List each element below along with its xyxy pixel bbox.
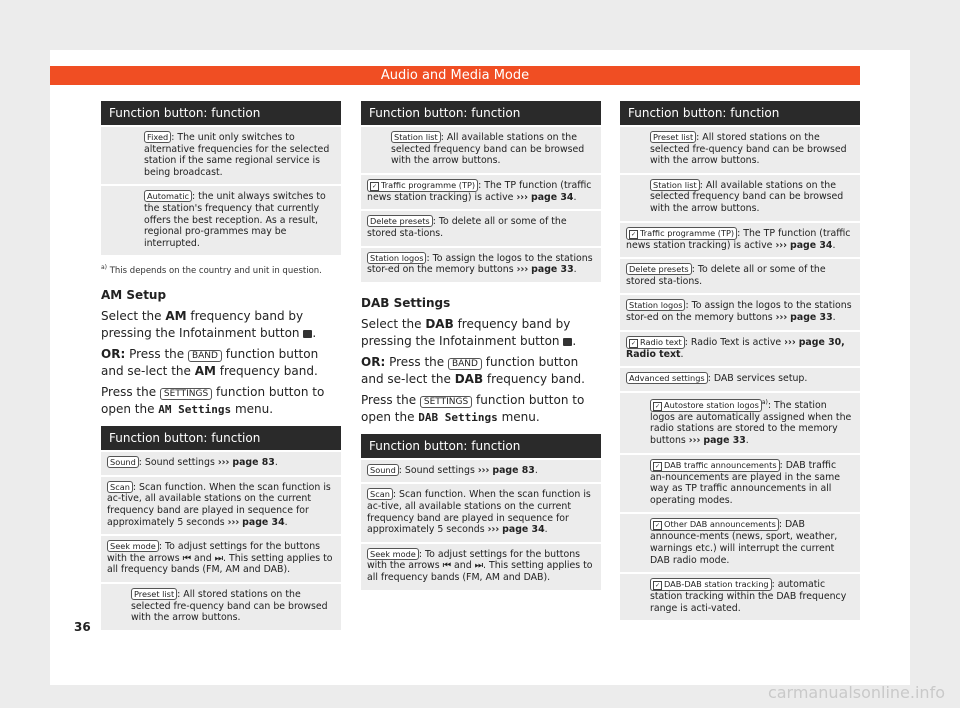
band-key[interactable]: BAND (188, 350, 222, 362)
advanced-settings-key[interactable]: Advanced settings (626, 372, 708, 384)
checkbox-icon: ✓ (371, 182, 378, 190)
paragraph: Press the SETTINGS function button to open the DAB Settings menu. (361, 392, 585, 424)
station-logos-key[interactable]: Station logos (626, 299, 685, 311)
table-row: Preset list : All stored stations on the selected fre-quency band can be browsed with the arrow buttons. (620, 127, 860, 173)
section-header: Audio and Media Mode (50, 66, 860, 85)
table-row: Sound : Sound settings ››› page 83. (361, 460, 601, 483)
automatic-key[interactable]: Automatic (144, 190, 192, 202)
band-key[interactable]: BAND (448, 358, 482, 370)
page-number: 36 (74, 620, 91, 634)
sound-key[interactable]: Sound (107, 456, 139, 468)
settings-key[interactable]: SETTINGS (160, 388, 212, 400)
other-dab-key[interactable]: ✓ Other DAB announcements (650, 518, 779, 531)
table-header: Function button: function (361, 101, 601, 125)
table-row: Fixed : The unit only switches to alternative frequencies for the selected station if the same regional service is being broadcast. (101, 127, 341, 184)
table-row: Scan : Scan function. When the scan function is ac-tive, all available stations on the current frequency band are played in sequence for approximately 5 seconds ››› page 34. (101, 477, 341, 534)
watermark: carmanualsonline.info (767, 683, 945, 702)
table-row: ✓ Other DAB announcements : DAB announce-ments (news, sport, weather, warnings etc.) will interrupt the current DAB radio mode. (620, 514, 860, 572)
paragraph: OR: Press the BAND function button and se-lect the AM frequency band. (101, 347, 319, 379)
table-row: Automatic : the unit always switches to the station's frequency that currently offers the best reception. As a result, regional pro-grammes may be interrupted. (101, 186, 341, 255)
table-row: Scan : Scan function. When the scan function is ac-tive, all available stations on the current frequency band are played in sequence for approximately 5 seconds ››› page 34. (361, 484, 601, 541)
fixed-key[interactable]: Fixed (144, 131, 171, 143)
paragraph: OR: Press the BAND function button and se-lect the DAB frequency band. (361, 354, 585, 386)
table-header: Function button: function (361, 434, 601, 458)
column-1 (101, 101, 341, 632)
checkbox-icon: ✓ (654, 522, 661, 530)
table-row: Delete presets : To delete all or some of the stored sta-tions. (620, 259, 860, 293)
table-row: Station logos : To assign the logos to the stations stor-ed on the memory buttons ››› page 33. (361, 248, 601, 282)
table-row: Station list : All available stations on the selected frequency band can be browsed with the arrow buttons. (620, 175, 860, 221)
table-header: Function button: function (620, 101, 860, 125)
table-row: Sound : Sound settings ››› page 83. (101, 452, 341, 475)
dab-settings-heading: DAB Settings (361, 295, 451, 310)
table-row: Station list : All available stations on the selected frequency band can be browsed with the arrow buttons. (361, 127, 601, 173)
paragraph: Select the DAB frequency band by pressing the Infotainment button . (361, 316, 577, 348)
delete-presets-key[interactable]: Delete presets (367, 215, 433, 227)
am-setup-heading: AM Setup (101, 288, 167, 303)
table-row: ✓ Traffic programme (TP) : The TP function (traffic news station tracking) is active ››› page 34. (620, 223, 860, 258)
traffic-programme-key[interactable]: ✓ Traffic programme (TP) (626, 227, 737, 240)
paragraph: Press the SETTINGS function button to open the AM Settings menu. (101, 385, 325, 417)
table-row: ✓ Traffic programme (TP) : The TP function (traffic news station tracking) is active ››› page 34. (361, 175, 601, 210)
table-row: Station logos : To assign the logos to the stations stor-ed on the memory buttons ››› page 33. (620, 295, 860, 329)
preset-list-key[interactable]: Preset list (650, 131, 696, 143)
column-2 (361, 101, 601, 592)
table-row: ✓ DAB traffic announcements : DAB traffic an-nouncements are played in the same way as TP traffic announcements in all operating modes. (620, 455, 860, 513)
delete-presets-key[interactable]: Delete presets (626, 263, 692, 275)
scan-key[interactable]: Scan (107, 481, 133, 493)
dab-tracking-key[interactable]: ✓ DAB-DAB station tracking (650, 578, 772, 591)
checkbox-icon: ✓ (630, 339, 637, 347)
seek-mode-key[interactable]: Seek mode (367, 548, 419, 560)
infotainment-icon (563, 338, 572, 346)
checkbox-icon: ✓ (654, 462, 661, 470)
station-logos-key[interactable]: Station logos (367, 252, 426, 264)
radio-text-key[interactable]: ✓ Radio text (626, 336, 685, 349)
preset-list-key[interactable]: Preset list (131, 588, 177, 600)
table-header: Function button: function (101, 101, 341, 125)
table-row: ✓ Autostore station logos $^{a)}$: The station logos are automatically assigned when the radio stations are stored to the memory buttons ››› page 33. (620, 393, 860, 453)
checkbox-icon: ✓ (630, 230, 637, 238)
infotainment-icon (303, 330, 312, 338)
footnote: $^{a)}$ This depends on the country and unit in question. (101, 264, 322, 277)
table-row: Advanced settings : DAB services setup. (620, 368, 860, 391)
checkbox-icon: ✓ (654, 582, 661, 590)
checkbox-icon: ✓ (654, 402, 661, 410)
table-row: ✓ Radio text : Radio Text is active ››› page 30, Radio text. (620, 332, 860, 367)
table-row: Seek mode : To adjust settings for the buttons with the arrows ⏮ and ⏭. This setting applies to all frequency bands (FM, AM and DAB). (361, 544, 601, 590)
scan-key[interactable]: Scan (367, 488, 393, 500)
seek-mode-key[interactable]: Seek mode (107, 540, 159, 552)
sound-key[interactable]: Sound (367, 464, 399, 476)
dab-traffic-key[interactable]: ✓ DAB traffic announcements (650, 459, 780, 472)
table-header: Function button: function (101, 426, 341, 450)
traffic-programme-key[interactable]: ✓ Traffic programme (TP) (367, 179, 478, 192)
autostore-logos-key[interactable]: ✓ Autostore station logos (650, 399, 762, 412)
settings-key[interactable]: SETTINGS (420, 396, 472, 408)
column-3 (620, 101, 860, 622)
station-list-key[interactable]: Station list (391, 131, 441, 143)
table-row: Delete presets : To delete all or some of the stored sta-tions. (361, 211, 601, 245)
table-row: ✓ DAB-DAB station tracking : automatic station tracking within the DAB frequency range is acti-vated. (620, 574, 860, 620)
table-row: Preset list : All stored stations on the selected fre-quency band can be browsed with the arrow buttons. (101, 584, 341, 630)
station-list-key[interactable]: Station list (650, 179, 700, 191)
table-row: Seek mode : To adjust settings for the buttons with the arrows ⏮ and ⏭. This setting applies to all frequency bands (FM, AM and DAB). (101, 536, 341, 582)
paragraph: Select the AM frequency band by pressing the Infotainment button . (101, 309, 317, 341)
